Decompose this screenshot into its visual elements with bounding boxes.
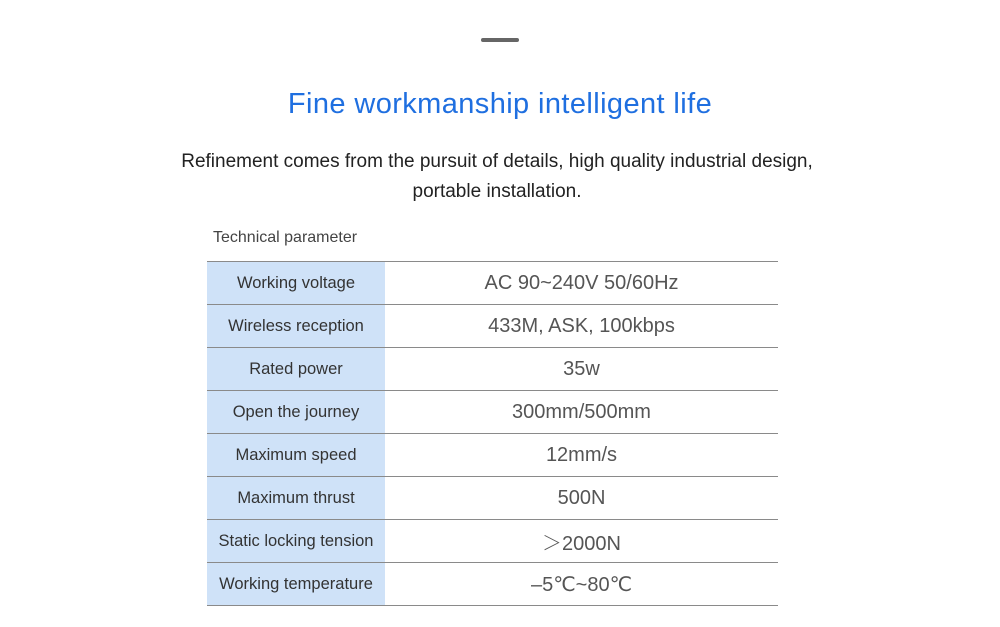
param-name: Working voltage [207, 262, 385, 305]
param-name: Open the journey [207, 391, 385, 434]
table-row [207, 563, 778, 606]
param-name: Wireless reception [207, 305, 385, 348]
table-row [207, 262, 778, 305]
table-row [207, 477, 778, 520]
param-name: Maximum thrust [207, 477, 385, 520]
top-handle-bar [481, 38, 519, 42]
table-row [207, 434, 778, 477]
param-name: Static locking tension [207, 520, 385, 563]
param-value: 500N [385, 477, 778, 520]
page-subtitle: Refinement comes from the pursuit of details, high quality industrial design, portable installation. [181, 151, 813, 202]
param-value: 300mm/500mm [385, 391, 778, 434]
param-value: 12mm/s [385, 434, 778, 477]
param-value: AC 90~240V 50/60Hz [385, 262, 778, 305]
table-row [207, 305, 778, 348]
param-value: ＞2000N [385, 520, 778, 563]
param-name: Working temperature [207, 563, 385, 606]
page-title: Fine workmanship intelligent life [287, 88, 713, 120]
table-row [207, 391, 778, 434]
param-name: Maximum speed [207, 434, 385, 477]
table-row [207, 348, 778, 391]
param-name: Rated power [207, 348, 385, 391]
technical-parameter-table [207, 261, 778, 606]
table-row [207, 520, 778, 563]
param-value: 35w [385, 348, 778, 391]
section-label: Technical parameter [213, 229, 358, 246]
param-value: –5℃~80℃ [385, 563, 778, 606]
param-value: 433M, ASK, 100kbps [385, 305, 778, 348]
